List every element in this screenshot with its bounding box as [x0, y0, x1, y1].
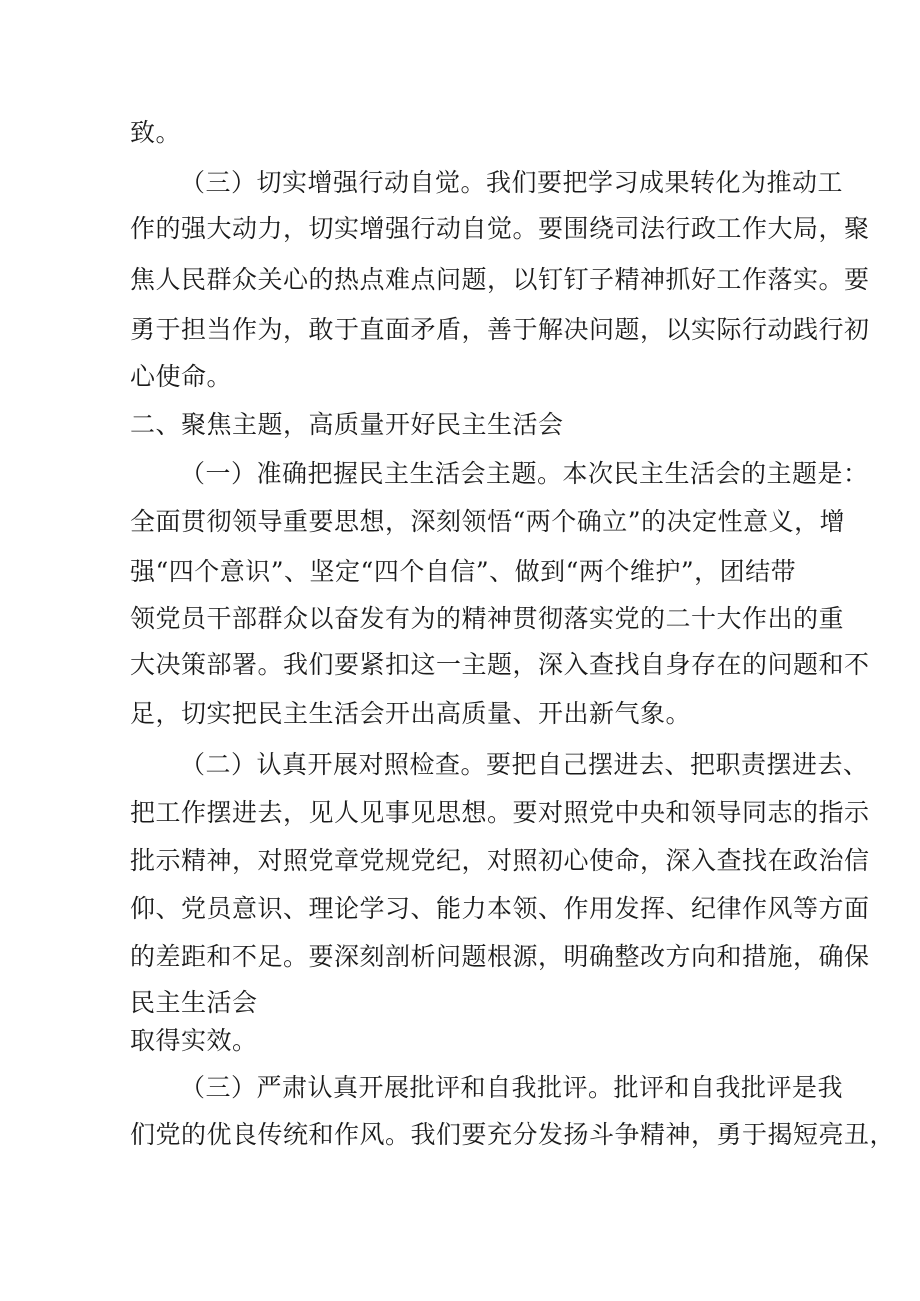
- text-line: 全面贯彻领导重要思想，深刻领悟“两个确立”的决定性意义，增: [130, 507, 846, 536]
- text-line: 强“四个意识”、坚定“四个自信”、做到“两个维护”，团结带: [130, 557, 797, 586]
- section-heading: 二、聚焦主题，高质量开好民主生活会: [130, 410, 564, 439]
- text-line: 的差距和不足。要深刻剖析问题根源，明确整改方向和措施，确保: [130, 942, 870, 971]
- text-line: （一）准确把握民主生活会主题。本次民主生活会的主题是：: [180, 459, 869, 488]
- text-line: 大决策部署。我们要紧扣这一主题，深入查找自身存在的问题和不: [130, 650, 870, 679]
- text-line: （三）切实增强行动自觉。我们要把学习成果转化为推动工: [180, 168, 844, 197]
- text-line: （二）认真开展对照检查。要把自己摆进去、把职责摆进去、: [180, 750, 869, 779]
- text-line: 取得实效。: [130, 1026, 258, 1055]
- text-line: 们党的优良传统和作风。我们要充分发扬斗争精神，勇于揭短亮丑，: [130, 1120, 896, 1149]
- text-line: 心使命。: [130, 362, 233, 391]
- text-line: 仰、党员意识、理论学习、能力本领、作用发挥、纪律作风等方面: [130, 894, 870, 923]
- text-line: 足，切实把民主生活会开出高质量、开出新气象。: [130, 699, 692, 728]
- text-line: 作的强大动力，切实增强行动自觉。要围绕司法行政工作大局，聚: [130, 214, 870, 243]
- text-line: 焦人民群众关心的热点难点问题，以钉钉子精神抓好工作落实。要: [130, 265, 870, 294]
- text-line: 把工作摆进去，见人见事见思想。要对照党中央和领导同志的指示: [130, 798, 870, 827]
- text-line: 勇于担当作为，敢于直面矛盾，善于解决问题，以实际行动践行初: [130, 315, 870, 344]
- text-line: 批示精神，对照党章党规党纪，对照初心使命，深入查找在政治信: [130, 846, 870, 875]
- text-line: 领党员干部群众以奋发有为的精神贯彻落实党的二十大作出的重: [130, 604, 845, 633]
- text-line: 致。: [130, 118, 182, 147]
- text-line: 民主生活会: [130, 988, 258, 1017]
- text-line: （三）严肃认真开展批评和自我批评。批评和自我批评是我: [180, 1073, 844, 1102]
